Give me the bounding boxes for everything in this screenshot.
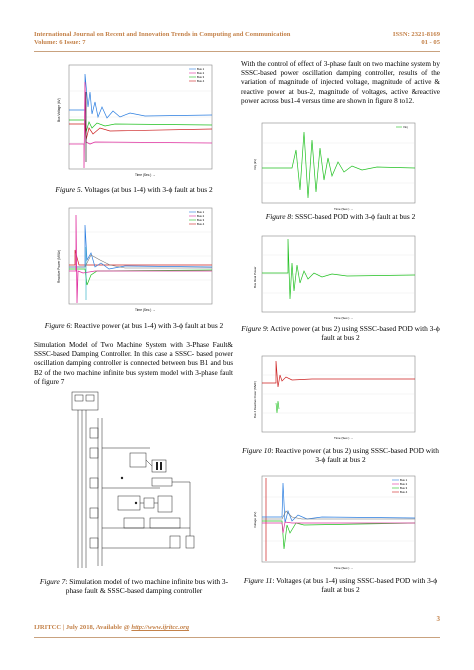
fig11-ylabel: Voltage (kV) [253, 511, 257, 528]
journal-volume: Volume: 6 Issue: 7 [34, 39, 86, 46]
journal-pages: 01 - 05 [421, 39, 440, 46]
fig11-xlabel: Time (Sec.) → [334, 566, 354, 570]
figure-5-plot [55, 62, 215, 179]
footer-link[interactable]: http://www.ijritcc.org [131, 624, 190, 631]
footer-prefix: IJRITCC | July 2018, Available @ [34, 624, 132, 631]
figure-8-label: Figure 8 [265, 212, 292, 221]
figure-6-label: Figure 6 [44, 321, 71, 330]
figure-6-caption [34, 321, 234, 330]
fig10-xlabel: Time (Sec.) → [334, 436, 354, 440]
journal-issn: ISSN: 2321-8169 [392, 31, 440, 38]
figure-7-label: Figure 7 [39, 577, 66, 586]
figure-9-caption [241, 324, 440, 342]
journal-title: International Journal on Recent and Innovation Trends in Computing and Communication [34, 31, 291, 38]
fig11-legend-3: Bus 3 [400, 486, 408, 490]
figure-9-plot [252, 233, 418, 321]
fig6-xlabel: Time (Sec.) → [135, 308, 156, 312]
figure-8-plot [252, 120, 418, 212]
intro-paragraph: With the control of effect of 3-phase fault on two machine system by SSSC-based power oscillation damping controller, results of the variation of magnitude of injected voltage, magnitude of active & reactive power at bus-2, magnitude of voltages, active &reactive power across bus1-4 versus time are shown in figure 8 to12. [241, 60, 440, 105]
figure-6-plot [55, 205, 215, 313]
fig5-legend-2: Bus 2 [197, 71, 205, 75]
fig5-ylabel: Bus Voltage (kV) [57, 98, 61, 122]
figure-9-label: Figure 9 [241, 324, 267, 333]
figure-5-caption [34, 185, 234, 194]
figure-9-text: : Active power (at bus 2) using SSSC-based POD with 3-ϕ fault at bus 2 [266, 324, 440, 342]
fig11-legend-1: Bus 1 [400, 478, 408, 482]
figure-5-text: . Voltages (at bus 1-4) with 3-ϕ fault at bus 2 [80, 185, 213, 194]
figure-7-caption [34, 577, 234, 595]
page-number: 3 [436, 615, 440, 623]
header-rule [34, 51, 440, 52]
figure-8-text: : SSSC-based POD with 3-ϕ fault at bus 2 [291, 212, 416, 221]
fig8-ylabel: Vinj (kV) [253, 158, 257, 170]
fig5-xlabel: Time (Sec.) → [135, 173, 156, 177]
fig8-xlabel: Time (Sec.) → [334, 207, 354, 211]
fig6-legend-3: Bus 3 [197, 218, 205, 222]
fig10-ylabel: Bus 2 Reactive Power (MVAr) [253, 381, 257, 418]
fig5-legend-3: Bus 3 [197, 75, 205, 79]
fig5-legend-4: Bus 4 [197, 79, 205, 83]
fig9-ylabel: Bus Real Power [253, 266, 257, 288]
fig9-xlabel: Time (Sec.) → [334, 316, 354, 320]
fig6-ylabel: Reactive Power (MVAr) [57, 249, 61, 283]
fig11-legend-4: Bus 4 [400, 490, 408, 494]
figure-11-plot [252, 473, 418, 571]
figure-5-label: Figure 5 [55, 185, 81, 194]
fig5-legend-1: Bus 1 [197, 67, 205, 71]
figure-11-caption [241, 576, 440, 594]
figure-11-label: Figure 11 [243, 576, 273, 585]
figure-10-plot [252, 353, 418, 441]
figure-7-schematic [60, 388, 210, 573]
fig6-legend-2: Bus 2 [197, 214, 205, 218]
simulation-paragraph: Simulation Model of Two Machine System with 3-Phase Fault& SSSC-based Damping Controller. In this case a SSSC- based power oscillation damping controller is connected between bus B1 and bus B2 of the two machine infinite bus system model with 3-phase fault of figure 7 [34, 341, 233, 386]
footer-rule [34, 637, 440, 638]
figure-10-label: Figure 10 [242, 446, 272, 455]
fig8-legend-1: Vinj [403, 125, 408, 129]
figure-8-caption [241, 212, 440, 221]
figure-11-text: : Voltages (at bus 1-4) using SSSC-based POD with 3-ϕ fault at bus 2 [272, 576, 438, 594]
figure-6-text: : Reactive power (at bus 1-4) with 3-ϕ fault at bus 2 [70, 321, 224, 330]
fig11-legend-2: Bus 2 [400, 482, 408, 486]
figure-10-text: : Reactive power (at bus 2) using SSSC-based POD with 3-ϕ fault at bus 2 [271, 446, 439, 464]
figure-10-caption [241, 446, 440, 464]
footer-text [34, 624, 189, 631]
figure-7-text: : Simulation model of two machine infinite bus with 3-phase fault & SSSC-based damping controller [65, 577, 229, 595]
fig6-legend-4: Bus 4 [197, 222, 205, 226]
fig6-legend-1: Bus 1 [197, 210, 205, 214]
